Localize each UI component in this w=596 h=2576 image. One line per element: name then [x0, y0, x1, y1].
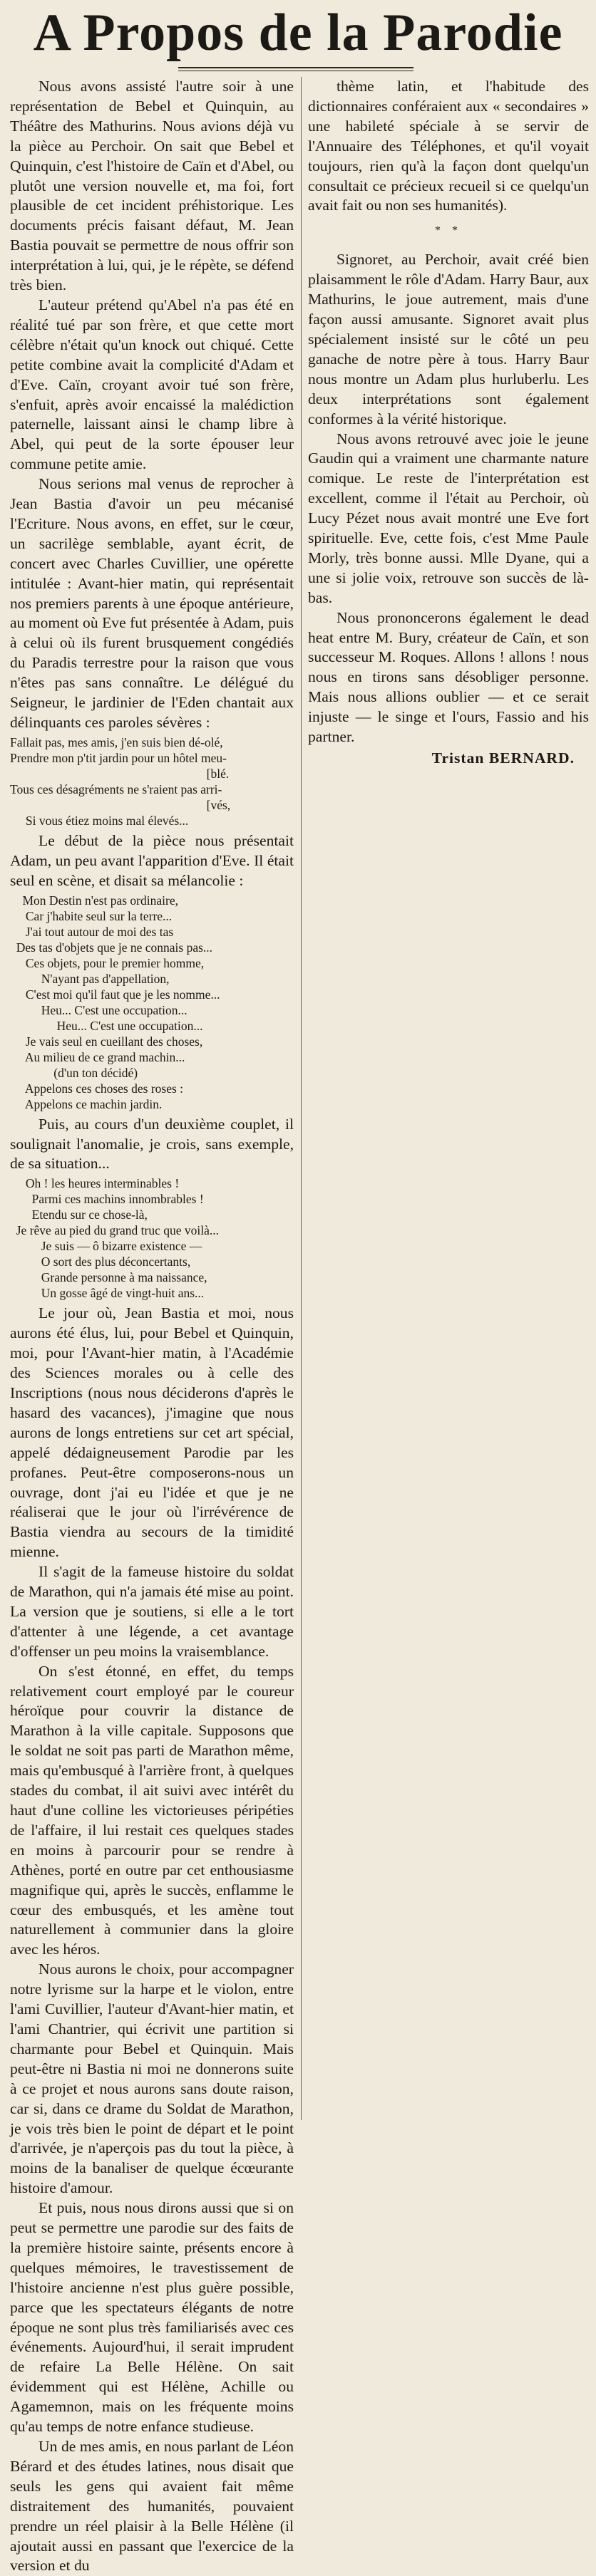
verse-line: Heu... C'est une occupation... [10, 1002, 187, 1017]
paragraph: Nous avons assisté l'autre soir à une représentation de Bebel et Quinquin, au Théâtre des Mathurins. Nous avions déjà vu la pièce au Perchoir. On sait que Bebel et Quinquin, c'est l'histoire de Caïn et d'Abel, ou plutôt une version nouvelle et, ma foi, fort plausible de cet incident préhistorique. Les documents précis faisant défaut, M. Jean Bastia pouvait se permettre de nous offrir son interprétation à lui, qui, je le répète, se défend très bien. [10, 78, 294, 294]
verse-block [10, 893, 294, 1112]
verse-line: (d'un ton décidé) [10, 1065, 138, 1080]
left-column [10, 77, 294, 2576]
paragraph-group [308, 250, 589, 747]
verse-line: Car j'habite seul sur la terre... [10, 908, 173, 923]
verse-line: Tous ces désagréments ne s'raient pas arri- [10, 781, 222, 796]
author-signature: Tristan BERNARD. [431, 749, 575, 767]
verse-line: N'ayant pas d'appellation, [10, 971, 170, 986]
paragraph: thème latin, et l'habitude des dictionnaires conféraient aux « secondaires » une habileté spéciale à se servir de l'Annuaire des Téléphones, et qu'il voyait toujours, rien qu'à la façon dont quelqu'un consultait ce précieux recueil si ce quelqu'un avait fait ou non ses humanités). [308, 78, 589, 214]
verse-line: Si vous étiez moins mal élevés... [10, 813, 189, 828]
verse-line: C'est moi qu'il faut que je les nomme... [10, 987, 220, 1002]
verse-line: Des tas d'objets que je ne connais pas... [10, 940, 213, 955]
paragraph-group [10, 1115, 294, 1175]
verse-line: Je rêve au pied du grand truc que voilà... [10, 1223, 220, 1238]
verse-line: Ces objets, pour le premier homme, [10, 955, 205, 970]
verse-line: J'ai tout autour de moi des tas [10, 924, 174, 939]
verse-line: Prendre mon p'tit jardin pour un hôtel meu- [10, 750, 227, 765]
verse-line: Mon Destin n'est pas ordinaire, [10, 893, 178, 908]
paragraph-group [10, 831, 294, 891]
paragraph: Nous serions mal venus de reprocher à Jean Bastia d'avoir un peu mécanisé l'Ecriture. Nous avons, en effet, sur le cœur, un sacrilège semblable, ayant écrit, de concert avec Charles Cuvillier, une opérette intitulée : Avant-hier matin, qui représentait nos premiers parents à une époque antérieure, au moment où Eve fut présentée à Adam, puis à celui où ils furent brusquement congédiés du Paradis terrestre pour la raison que vous n'êtes pas sans connaître. Le délégué du Seigneur, le jardinier de l'Eden chantait aux délinquants ces paroles sévères : [10, 475, 294, 731]
column-separator [301, 77, 302, 2120]
verse-line: Appelons ces choses des roses : [10, 1081, 184, 1096]
paragraph: On s'est étonné, en effet, du temps relativement court employé par le coureur héroïque pour couvrir la distance de Marathon à la ville capitale. Supposons que le soldat ne soit pas parti de Marathon même, mais qu'embusqué à l'arrière front, à quelques stades du combat, il ait suivi avec intérêt du haut d'une colline les victorieuses péripéties de l'affaire, il lui restait ces quelques stades en moins à parcourir pour se rendre à Athènes, porté en outre par cet enthousiasme magnifique qui, après le succès, enflamme le cœur des embusqués, et les amène tout naturellement à communier dans la gloire avec les héros. [10, 1662, 294, 1958]
paragraph: Et puis, nous nous dirons aussi que si on peut se permettre une parodie sur des faits de la première histoire sainte, présents encore à quelques mémoires, le travestissement de l'histoire ancienne n'est plus guère possible, parce que les spectateurs élégants de notre époque ne sont plus très familiarisés avec ces événements. Aujourd'hui, il serait imprudent de refaire La Belle Hélène. On sait évidemment qui est Hélène, Achille ou Agamemnon, mais on les fréquente moins qu'au temps de notre enfance studieuse. [10, 2199, 294, 2436]
paragraph-group [10, 77, 294, 733]
verse-line: [blé. [10, 766, 230, 781]
verse-line: Un gosse âgé de vingt-huit ans... [10, 1286, 205, 1301]
paragraph: Un de mes amis, en nous parlant de Léon Bérard et des études latines, nous disait que seuls les gens qui avaient fait même distraitement des humanités, pouvaient prendre un réel plaisir à la Belle Hélène (il ajoutait aussi en passant que l'exercice de la version et du [10, 2438, 294, 2575]
verse-line: Etendu sur ce chose-là, [10, 1208, 148, 1222]
verse-line: Grande personne à ma naissance, [10, 1270, 207, 1285]
verse-line: Parmi ces machins innombrables ! [10, 1192, 204, 1207]
right-column [308, 77, 589, 769]
paragraph: Nous prononcerons également le dead heat entre M. Bury, créateur de Caïn, et son successeur M. Roques. Allons ! allons ! nous nous en tirons sans désobliger personne. Mais nous allions oublier — et ce serait injuste — le singe et l'ours, Fassio and his partner. [308, 608, 589, 746]
paragraph: Signoret, au Perchoir, avait créé bien plaisamment le rôle d'Adam. Harry Baur, aux Mathurins, le joue autrement, mais d'une façon aussi amusante. Signoret avait plus spécialement insisté sur le côté un peu ganache de notre père à tous. Harry Baur nous montre un Adam plus hurluberlu. Les deux interprétations sont également conformes à la vérité historique. [308, 251, 589, 427]
paragraph: Le début de la pièce nous présentait Adam, un peu avant l'apparition d'Eve. Il était seul en scène, et disait sa mélancolie : [10, 831, 294, 889]
verse-line: Appelons ce machin jardin. [10, 1096, 163, 1111]
verse-line: Heu... C'est une occupation... [10, 1018, 203, 1033]
section-divider-stars: * * [435, 224, 462, 237]
paragraph: Il s'agit de la fameuse histoire du soldat de Marathon, qui n'a jamais été mise au point. La version que je soutiens, si elle a le tort d'attenter à une légende, a cet avantage d'offenser un peu moins la vraisemblance. [10, 1563, 294, 1660]
verse-block [10, 1175, 294, 1301]
title-rule [178, 67, 413, 68]
paragraph: Nous avons retrouvé avec joie le jeune Gaudin qui a vraiment une charmante nature comique. Le reste de l'interprétation est excellent, comme il l'était au Perchoir, où Lucy Pézet nous avait montré une Eve fort spirituelle. Eve, cette fois, c'est Mme Paule Morly, très bonne aussi. Mlle Dyane, qui a une si jolie voix, retrouve son succès de là-bas. [308, 430, 589, 606]
verse-line: O sort des plus déconcertants, [10, 1255, 191, 1269]
article-title: A Propos de la Parodie [33, 4, 563, 62]
paragraph-group [10, 1304, 294, 2576]
verse-line: Je suis — ô bizarre existence — [10, 1239, 202, 1254]
paragraph: L'auteur prétend qu'Abel n'a pas été en réalité tué par son frère, et que cette mort célèbre n'était qu'un knock out chiqué. Cette petite combine avait la complicité d'Adam et d'Eve. Caïn, croyant avoir tué son frère, s'enfuit, après avoir encaissé la malédiction paternelle, laissant ainsi le champ libre à Abel, qui peut de la sorte épouser leur commune petite amie. [10, 296, 294, 473]
verse-line: Fallait pas, mes amis, j'en suis bien dé-olé, [10, 734, 223, 749]
verse-line: Je vais seul en cueillant des choses, [10, 1034, 203, 1049]
paragraph: Nous aurons le choix, pour accompagner notre lyrisme sur la harpe et le violon, entre l'ami Cuvillier, l'auteur d'Avant-hier matin, et l'ami Chantrier, qui écrivit une partition si charmante pour Bebel et Quinquin. Mais peut-être ni Bastia ni moi ne donnerons suite à ce projet et nous aurons sans doute raison, car si, dans ce drame du Soldat de Marathon, je vois très bien le point de départ et le point d'arrivée, je n'aperçois pas du tout la pièce, à moins de la banaliser de quelque écœurante histoire d'amour. [10, 1960, 294, 2197]
verse-line: Au milieu de ce grand machin... [10, 1049, 185, 1064]
verse-line: Oh ! les heures interminables ! [10, 1176, 180, 1191]
verse-line: [vés, [10, 797, 231, 812]
paragraph: Puis, au cours d'un deuxième couplet, il soulignait l'anomalie, je crois, sans exemple, de sa situation... [10, 1115, 294, 1173]
verse-block [10, 734, 294, 829]
paragraph: Le jour où, Jean Bastia et moi, nous aurons été élus, lui, pour Bebel et Quinquin, moi, pour l'Avant-hier matin, à l'Académie des Sciences morales ou à celle des Inscriptions (nous nous déciderons d'après le hasard des vacances), j'imagine que nous aurons de longs entretiens sur cet art spécial, appelé dédaigneusement Parodie par les profanes. Peut-être composerons-nous un ouvrage, dont j'ai eu l'idée et que je ne réaliserai que le jour où l'irrévérence de Bastia viendra au secours de la timidité mienne. [10, 1304, 294, 1561]
paragraph-group [308, 77, 589, 216]
